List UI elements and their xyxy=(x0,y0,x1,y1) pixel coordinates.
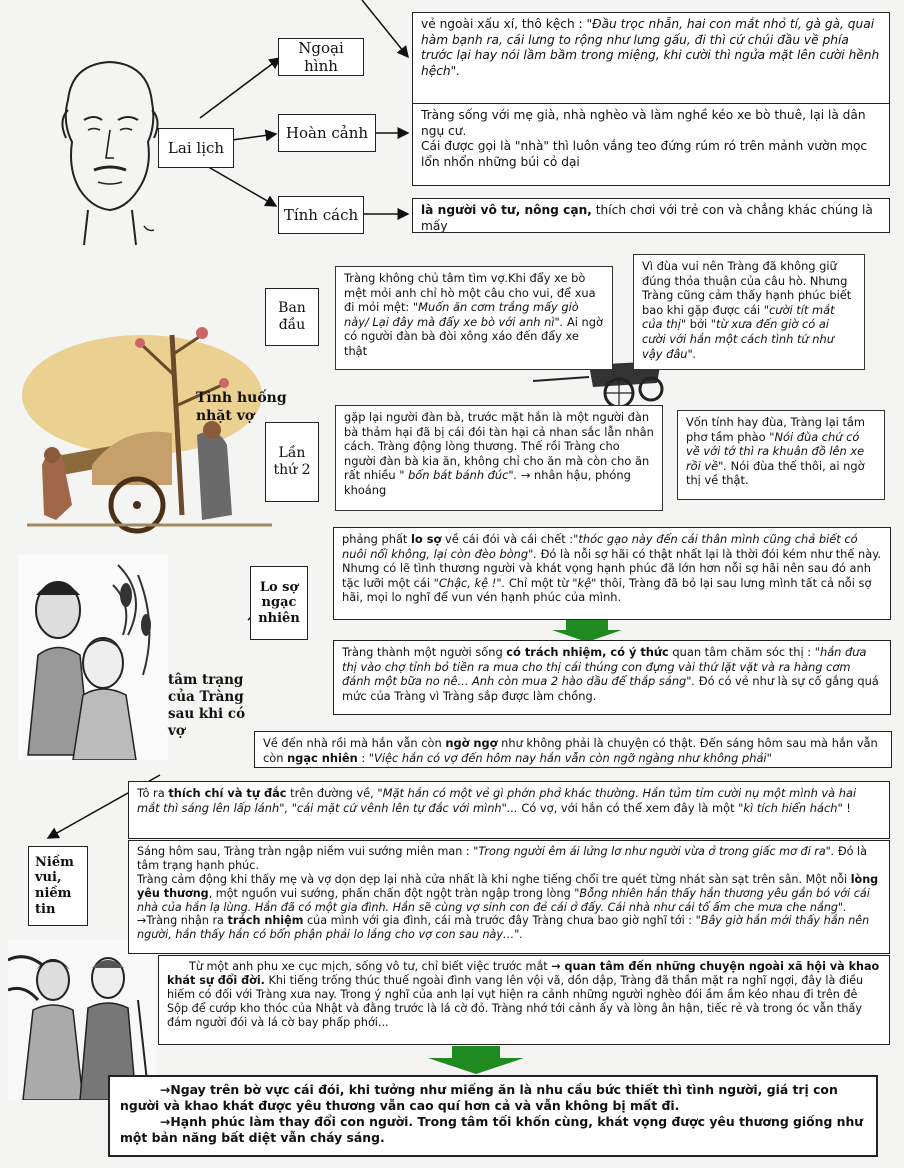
node-ban-dau: Ban đầu xyxy=(265,288,319,346)
quote-sang: "Trong người êm ái lửng lơ như người vừa ở trong giấc mơ đi ra". xyxy=(473,845,835,858)
quote-ngongo: "Việc hắn có vợ đến hôm nay hắn vẫn còn ngỡ ngàng như không phải" xyxy=(368,750,772,765)
text-trachnhiem-c: quan tâm chăm sóc thị : xyxy=(668,645,815,659)
node-lo-so: Lo sợ ngạc nhiên xyxy=(250,566,308,640)
text-trachnhiem-b: có trách nhiệm, có ý thức xyxy=(506,645,669,659)
text-loso-d: Đó là nỗi sợ hãi có thật nhất lại là thời đói kém như thế này. Nhưng có lẽ tình thương người và khát vọng hạnh phúc đã lớn hơn nỗi sợ hãi nên sau đó anh tặc lưỡi một cái xyxy=(342,546,881,590)
text-ngongo-c: như không phải là chuyện có thật. Đến sáng hôm sau mà hắn vẫn còn xyxy=(263,736,878,765)
text-ngoai-hinh-a: vẻ ngoài xấu xí, thô kệch : xyxy=(421,17,587,31)
text-ngongo-e: : xyxy=(357,750,369,765)
quote-ban-dau-r-1: "cười tít mắt của thị" xyxy=(642,302,835,332)
text-xahoi-c: Khi tiếng trống thúc thuế ngoài đình vang lên vội vã, dồn dập, Tràng đã thần mặt ra nghĩ ngợi, đây là điều hiếm có đối với Tràng xưa nay. Trong ý nghĩ của anh lại vụt hiện ra cảnh những người nghèo đói ầm ầm kéo nhau đi trên đê Sộp để cướp kho thóc của Nhật và đằng trước là lá cờ đỏ. Tràng nhớ tới cảnh ấy và lòng ân hận, tiếc rẻ và trong óc vẫn thấy đám người đói và lá cờ bay phấp phới... xyxy=(167,973,864,1029)
text-ban-dau-r-a: Vì đùa vui nên Tràng đã không giữ đúng thỏa thuận của câu hò. Nhưng Tràng cũng cảm thấy hạnh phúc biết bao khi gặp được cái xyxy=(642,259,852,317)
quote-ngoai-hinh: "Đầu trọc nhẵn, hai con mắt nhỏ tí, gà gà, quai hàm bạnh ra, cái lưng to rộng như lưng gấu, đi thì cứ chúi đầu về phía trước lại hay nói lầm bầm trong miệng, khi cười thì ngửa mặt lên cười hềnh hệch". xyxy=(421,17,880,78)
quote-loso: "thóc gạo này đến cái thân mình cũng chả biết có nuôi nổi không, lại còn đèo bòng". xyxy=(342,532,858,561)
text-ban-dau-b: Ai ngờ có người đàn bà đòi xông xáo đến đẩy xe thật xyxy=(344,314,603,358)
box-trach-nhiem xyxy=(333,640,891,715)
cart-scene-illustration xyxy=(22,315,277,540)
text-ngongo-b: ngờ ngợ xyxy=(445,736,498,750)
text-loso-e: Chỉ một từ xyxy=(505,575,573,590)
text-thichchi-c: trên đường về, xyxy=(286,786,378,800)
text-lan2-a: gặp lại người đàn bà, trước mặt hắn là một người đàn bà thảm hại đã bị cái đói tàn hại cả nhan sắc lẫn nhân cách. Tràng động lòng thương. Thế rồi Tràng cho người đàn bà kia ăn, không chỉ cho ăn mà còn cho ăn rất nhiều xyxy=(344,410,654,483)
couple-illustration xyxy=(18,555,168,760)
quote-thichchi-2: "kì tích hiển hách" xyxy=(738,800,843,815)
text-sang-g: trách nhiệm xyxy=(227,914,304,928)
box-tinh-cach xyxy=(412,198,890,233)
node-tam-trang: tâm trạng của Tràng sau khi có vợ xyxy=(168,672,246,739)
text-sang-c: Tràng cảm động khi thấy mẹ và vợ dọn dẹp lại nhà cửa nhất là khi nghe tiếng chổi tre quét từng nhát sàn sạt trên sân. Một nỗi xyxy=(137,872,851,886)
text-loso-f: thôi, Tràng đã bỏ lại sau lưng mình tất cả nỗi sợ hãi, mọi lo nghĩ để vun vén hạnh phúc của mình. xyxy=(342,575,872,605)
text-sang-a: Sáng hôm sau, Tràng tràn ngập niềm vui sướng miên man : xyxy=(137,845,474,858)
box-ngoai-hinh xyxy=(412,12,890,105)
text-hoan-canh-1: Tràng sống với mẹ già, nhà nghèo và làm nghề kéo xe bò thuê, lại là dân ngụ cư. xyxy=(421,108,866,138)
text-xahoi-a: Từ một anh phu xe cục mịch, sống vô tư, chỉ biết việc trước mắt xyxy=(189,960,552,973)
node-niem-vui: Niềm vui, niềm tin xyxy=(28,846,88,926)
node-hoan-canh: Hoàn cảnh xyxy=(278,114,376,152)
quote-sang-2: "Bỗng nhiên hắn thấy hắn thương yêu gắn bó với cái nhà của hắn lạ lùng. Hắn đã có một gia đình. Hắn sẽ cùng vợ sinh con đẻ cái ở đấy. Cái nhà như cái tổ ấm che mưa che nắng". xyxy=(137,886,870,914)
text-thichchi-b: thích chí và tự đắc xyxy=(168,786,287,800)
text-tinh-cach-b: thích chơi với trẻ con và chẳng khác chúng là mấy xyxy=(421,203,873,233)
text-ngongo-a: Về đến nhà rồi mà hắn vẫn còn xyxy=(263,736,446,750)
quote-loso-3: "kệ" xyxy=(572,575,597,590)
box-hoan-canh xyxy=(412,103,890,186)
box-ngo-ngo xyxy=(254,731,892,768)
node-ngoai-hinh: Ngoại hình xyxy=(278,38,364,76)
arrow-ngoai-hinh xyxy=(362,0,408,57)
quote-ban-dau: "Muốn ăn cơm trắng mấy giò này/ Lại đây mà đẩy xe bò với anh nì". xyxy=(344,300,579,329)
quote-loso-2: "Chậc, kệ !". xyxy=(433,575,506,590)
node-lai-lich: Lai lịch xyxy=(158,128,234,168)
node-tinh-huong: Tình huống nhặt vợ xyxy=(196,390,287,424)
text-lan2-r-a: Vốn tính hay đùa, Tràng lại tầm phơ tầm phào xyxy=(686,415,866,444)
text-sang-f: →Tràng nhận ra xyxy=(137,914,228,928)
node-lan-thu-2: Lần thứ 2 xyxy=(265,422,319,502)
text-lan2-r-b: Nói đùa thế thôi, ai ngờ thị về thật. xyxy=(686,458,865,488)
box-sang-hom-sau xyxy=(128,840,890,954)
text-ngongo-d: ngạc nhiên xyxy=(287,750,358,765)
box-ban-dau xyxy=(335,266,613,370)
text-ban-dau-r-b: bởi xyxy=(686,317,711,332)
text-loso-a: phảng phất xyxy=(342,532,412,546)
quote-thichchi: "Mặt hắn có một vẻ gì phớn phở khác thường. Hắn tủm tỉm cười nụ một mình và hai mắt thì sáng lên lấp lánh", "cái mặt cứ vênh lên tự đắc với mình"... xyxy=(137,786,857,815)
down-arrow-1 xyxy=(552,620,622,642)
box-lan-thu-2-right xyxy=(677,410,885,500)
text-sang-h: của mình với gia đình, cái mà trước đây Tràng chưa bao giờ nghĩ tới : xyxy=(303,914,696,928)
conclusion-1: →Ngay trên bờ vực cái đói, khi tưởng như miếng ăn là nhu cầu bức thiết thì tình người, giá trị con người và khao khát được yêu thương vẫn cao quí hơn cả và vẫn không bị mất đi. xyxy=(120,1082,838,1114)
box-xa-hoi xyxy=(158,955,890,1045)
quote-trachnhiem: "hắn đưa thị vào chợ tỉnh bỏ tiền ra mua cho thị cái thúng con đựng vài thứ lặt vặt và ra hàng cơm đánh một bữa no nê... Anh còn mua 2 hào dầu để thắp sáng". xyxy=(342,645,867,689)
text-sang-e: , một nguồn vui sướng, phấn chấn đột ngột tràn ngập trong lòng xyxy=(208,886,575,900)
arrow-lai-lich-ngoai-hinh xyxy=(200,58,280,118)
text-loso-c: về cái đói và cái chết : xyxy=(441,532,574,546)
quote-lan2-r: "Nói đùa chứ có về với tớ thì ra khuân đồ lên xe rồi về". xyxy=(686,429,865,473)
down-arrow-2 xyxy=(428,1046,524,1074)
text-ban-dau-a: Tràng không chủ tâm tìm vợ.Khi đẩy xe bò mệt mỏi anh chỉ hò một câu cho vui, để xua đi mỏi mệt: xyxy=(344,271,596,315)
text-thichchi-a: Tô ra xyxy=(137,786,169,800)
box-lo-so xyxy=(333,527,891,620)
text-thichchi-d: Có vợ, với hắn có thể xem đây là một xyxy=(517,800,739,815)
text-thichchi-e: ! xyxy=(842,800,851,815)
box-thich-chi xyxy=(128,781,890,839)
quote-sang-3: "Bây giờ hắn mới thấy hắn nên người, hắn thấy hắn có bổn phận phải lo lắng cho vợ con sau này…". xyxy=(137,914,870,942)
arrow-lai-lich-tinh-cach xyxy=(205,165,276,206)
text-tinh-cach-a: là người vô tư, nông cạn, xyxy=(421,203,592,217)
arrow-lai-lich-hoan-canh xyxy=(232,134,276,140)
conclusion-2: →Hạnh phúc làm thay đổi con người. Trong tâm tối khốn cùng, khát vọng được yêu thương giống như một bản năng bất diệt vẫn cháy sáng. xyxy=(120,1114,864,1146)
text-sang-b: Đó là tâm trạng hạnh phúc. xyxy=(137,845,867,872)
box-ban-dau-right xyxy=(633,254,865,370)
text-hoan-canh-2: Cái được gọi là "nhà" thì luôn vắng teo đứng rúm ró trên mảnh vườn mọc lổn nhổn những búi cỏ dại xyxy=(421,139,868,169)
text-lan2-b: → nhân hậu, phóng khoáng xyxy=(344,468,631,497)
quote-ban-dau-r-2: "từ xưa đến giờ có ai cười với hắn một cách tình tứ như vậy đâu". xyxy=(642,317,834,361)
text-trachnhiem-a: Tràng thành một người sống xyxy=(342,645,507,659)
text-xahoi-b: → quan tâm đến những chuyện ngoài xã hội và khao khát sự đổi đời. xyxy=(167,960,880,987)
box-conclusion xyxy=(108,1075,878,1157)
quote-lan2: " bốn bát bánh đúc". xyxy=(399,468,518,483)
text-sang-d: lòng yêu thương xyxy=(137,872,879,900)
box-lan-thu-2 xyxy=(335,405,663,511)
text-loso-b: lo sợ xyxy=(411,532,442,546)
text-trachnhiem-d: Đó có vẻ như là sự cố gắng quá mức của Tràng vì Tràng sắp được làm chồng. xyxy=(342,674,879,703)
node-tinh-cach: Tính cách xyxy=(278,196,364,234)
